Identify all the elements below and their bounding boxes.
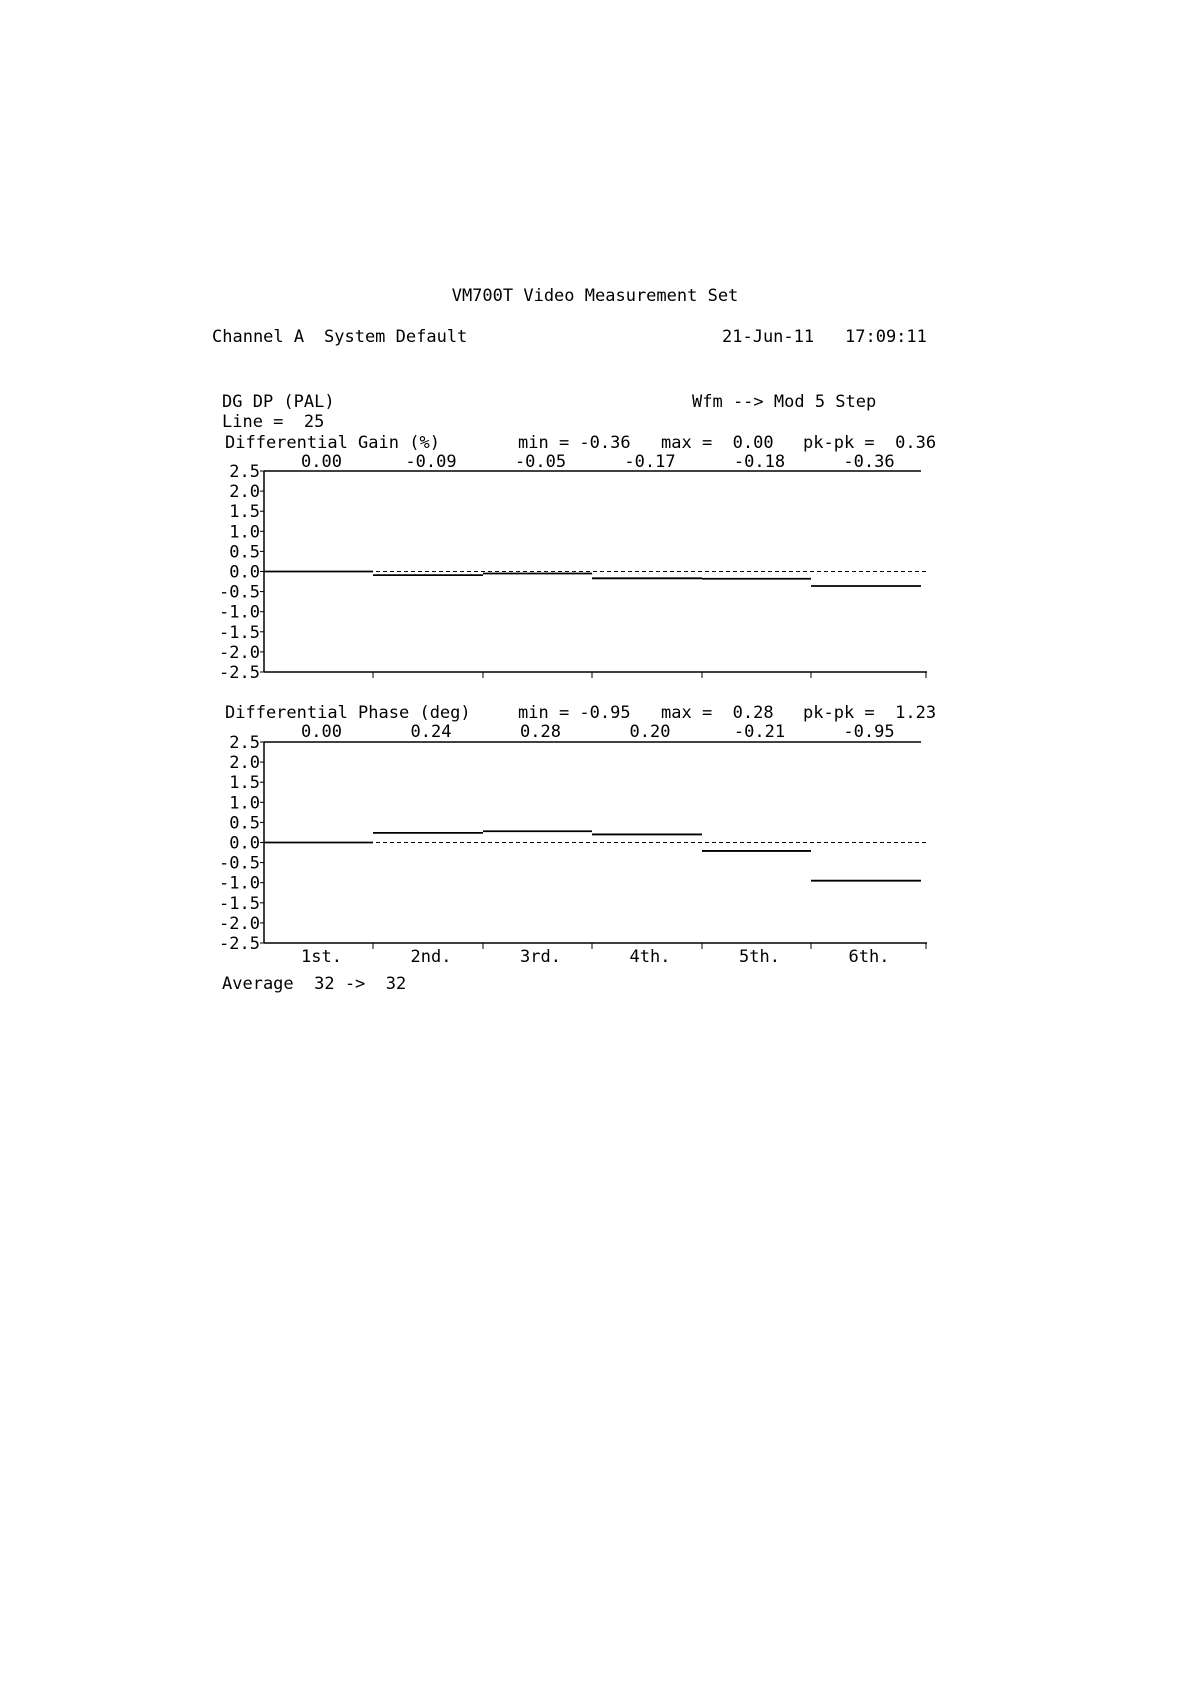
dp-value-label: -0.95	[843, 722, 895, 742]
dp-category-label: 3rd.	[520, 947, 561, 967]
dp-y-tick-label: 1.0	[229, 793, 260, 814]
dp-y-tick-label: -1.5	[219, 893, 260, 914]
dp-category-label: 1st.	[301, 947, 342, 967]
dp-category-label: 4th.	[629, 947, 671, 967]
dg-y-tick-label: -1.0	[219, 602, 260, 623]
dp-y-tick-label: -1.0	[219, 873, 260, 894]
dg-title: Differential Gain (%)	[225, 433, 440, 453]
dg-y-tick-label: 0.0	[229, 562, 260, 583]
report-title: VM700T Video Measurement Set	[451, 286, 739, 306]
dg-y-tick-label: -2.0	[219, 642, 260, 663]
dg-value-label: -0.17	[624, 452, 676, 472]
dp-pkpk: pk-pk = 1.23	[803, 703, 937, 723]
dp-category-label: 2nd.	[410, 947, 452, 967]
date-label: 21-Jun-11	[722, 327, 815, 347]
dg-y-tick-label: 0.5	[229, 542, 260, 563]
dp-y-tick-label: 0.0	[229, 833, 260, 854]
dg-y-tick-label: 2.5	[229, 462, 260, 482]
dg-value-label: -0.09	[405, 452, 457, 472]
line-label: Line = 25	[222, 412, 325, 432]
dg-y-tick-label: 1.0	[229, 522, 260, 543]
dg-min: min = -0.36	[518, 433, 631, 453]
dg-y-tick-label: 1.5	[229, 502, 260, 523]
dp-value-label: 0.20	[629, 722, 671, 742]
dg-value-label: 0.00	[301, 452, 342, 472]
dg-max: max = 0.00	[661, 433, 774, 453]
dg-pkpk: pk-pk = 0.36	[803, 433, 937, 453]
dp-value-label: 0.00	[301, 722, 342, 742]
dg-value-label: -0.05	[514, 452, 567, 472]
dp-min: min = -0.95	[518, 703, 631, 723]
dg-value-label: -0.18	[733, 452, 786, 472]
dp-y-tick-label: -0.5	[219, 853, 260, 874]
dp-value-label: 0.24	[410, 722, 452, 742]
dg-value-label: -0.36	[843, 452, 895, 472]
dp-title: Differential Phase (deg)	[225, 703, 471, 723]
dp-y-tick-label: 1.5	[229, 773, 260, 794]
dp-category-label: 5th.	[739, 947, 780, 967]
source-label: Wfm --> Mod 5 Step	[692, 392, 877, 412]
dp-y-tick-label: 2.0	[229, 753, 260, 774]
system-label: System Default	[324, 327, 468, 347]
dg-y-tick-label: 2.0	[229, 482, 260, 503]
dg-y-tick-label: -1.5	[219, 622, 260, 643]
dp-value-label: 0.28	[520, 722, 561, 742]
dp-y-tick-label: 2.5	[229, 733, 260, 753]
time-label: 17:09:11	[845, 327, 927, 347]
dp-category-label: 6th.	[848, 947, 890, 967]
dp-value-label: -0.21	[733, 722, 786, 742]
dp-y-tick-label: -2.0	[219, 913, 260, 934]
dp-y-tick-label: -2.5	[219, 934, 260, 954]
dg-y-tick-label: -2.5	[219, 663, 260, 683]
dp-y-tick-label: 0.5	[229, 813, 260, 834]
channel-label: Channel A	[212, 327, 305, 347]
measurement-label: DG DP (PAL)	[222, 392, 335, 412]
dp-max: max = 0.28	[661, 703, 774, 723]
average-label: Average 32 -> 32	[222, 974, 407, 994]
dg-y-tick-label: -0.5	[219, 582, 260, 603]
